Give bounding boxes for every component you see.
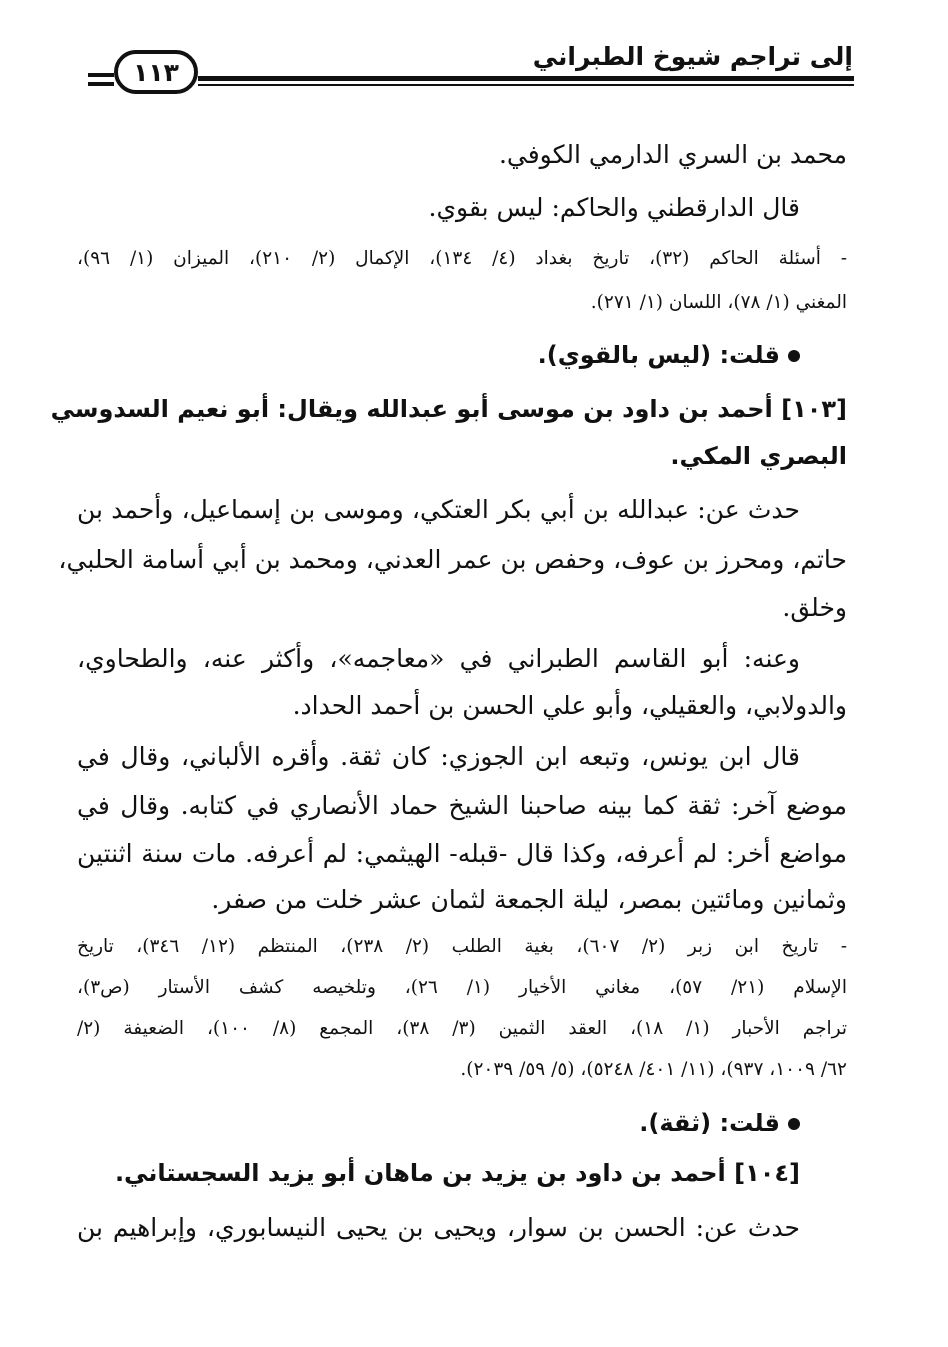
body-line-10: وخلق.: [782, 593, 847, 622]
footnote-line-6: ٦٢/ ١٠٠٩، ٩٣٧)، (١١/ ٤٠١/ ٥٢٤٨)، (٥/ ٥٩/ ٢٠٣٩).: [460, 1059, 847, 1080]
running-title: إلى تراجم شيوخ الطبراني: [532, 42, 853, 71]
entry-heading-103-line-1: [١٠٣] أحمد بن داود بن موسى أبو عبدالله ويقال: أبو نعيم السدوسي: [50, 395, 847, 423]
body-line-1: محمد بن السري الدارمي الكوفي.: [498, 140, 847, 169]
header-rule-thin: [198, 84, 854, 86]
verdict-line-102: [538, 340, 800, 371]
body-line-8: حدث عن: عبدالله بن أبي بكر العتكي، وموسى بن إسماعيل، وأحمد بن: [77, 495, 800, 524]
footnote-line-5: تراجم الأحبار (١/ ١٨)، العقد الثمين (٣/ ٣٨)، المجمع (٨/ ١٠٠)، الضعيفة (٢/: [77, 1018, 848, 1039]
body-line-23: حدث عن: الحسن بن سوار، ويحيى بن يحيى النيسابوري، وإبراهيم بن: [77, 1213, 800, 1242]
body-line-9: حاتم، ومحرز بن عوف، وحفص بن عمر العدني، ومحمد بن أبي أسامة الحلبي،: [58, 545, 847, 574]
page-number-badge: [114, 50, 198, 94]
body-line-16: وثمانين ومائتين بمصر، ليلة الجمعة لثمان عشر خلت من صفر.: [211, 885, 847, 914]
verdict-text: قلت: (ثقة).: [639, 1109, 780, 1137]
entry-heading-104: [١٠٤] أحمد بن داود بن يزيد بن ماهان أبو يزيد السجستاني.: [114, 1159, 800, 1187]
verdict-line-103: [639, 1108, 800, 1139]
header-rule-left-top: [88, 73, 114, 77]
bullet-icon: [788, 1118, 800, 1130]
page-number: ١١٣: [133, 57, 179, 87]
body-line-15: مواضع أخر: لم أعرفه، وكذا قال -قبله- الهيثمي: لم أعرفه. مات سنة اثنتين: [77, 839, 847, 868]
body-line-12: والدولابي، والعقيلي، وأبو علي الحسن بن أحمد الحداد.: [292, 691, 847, 720]
body-line-2: قال الدارقطني والحاكم: ليس بقوي.: [428, 193, 800, 222]
body-line-14: موضع آخر: ثقة كما بينه صاحبنا الشيخ حماد الأنصاري في كتابه. وقال في: [77, 791, 847, 820]
footnote-line-4: الإسلام (٢١/ ٥٧)، مغاني الأخيار (١/ ٢٦)، وتلخيصه كشف الأستار (ص٣)،: [77, 977, 847, 998]
footnote-line-3: - تاريخ ابن زبر (٢/ ٦٠٧)، بغية الطلب (٢/ ٢٣٨)، المنتظم (١٢/ ٣٤٦)، تاريخ: [77, 936, 848, 957]
body-line-11: وعنه: أبو القاسم الطبراني في «معاجمه»، وأكثر عنه، والطحاوي،: [77, 644, 800, 673]
entry-heading-103-line-2: البصري المكي.: [670, 442, 847, 470]
header-rule-thick: [198, 76, 854, 81]
header-rule-left-bottom: [88, 82, 114, 86]
footnote-line-2: المغني (١/ ٧٨)، اللسان (١/ ٢٧١).: [590, 292, 847, 313]
footnote-line-1: - أسئلة الحاكم (٣٢)، تاريخ بغداد (٤/ ١٣٤)، الإكمال (٢/ ٢١٠)، الميزان (١/ ٩٦)،: [77, 248, 847, 269]
body-line-13: قال ابن يونس، وتبعه ابن الجوزي: كان ثقة. وأقره الألباني، وقال في: [77, 742, 800, 771]
bullet-icon: [788, 350, 800, 362]
verdict-text: قلت: (ليس بالقوي).: [537, 341, 780, 369]
